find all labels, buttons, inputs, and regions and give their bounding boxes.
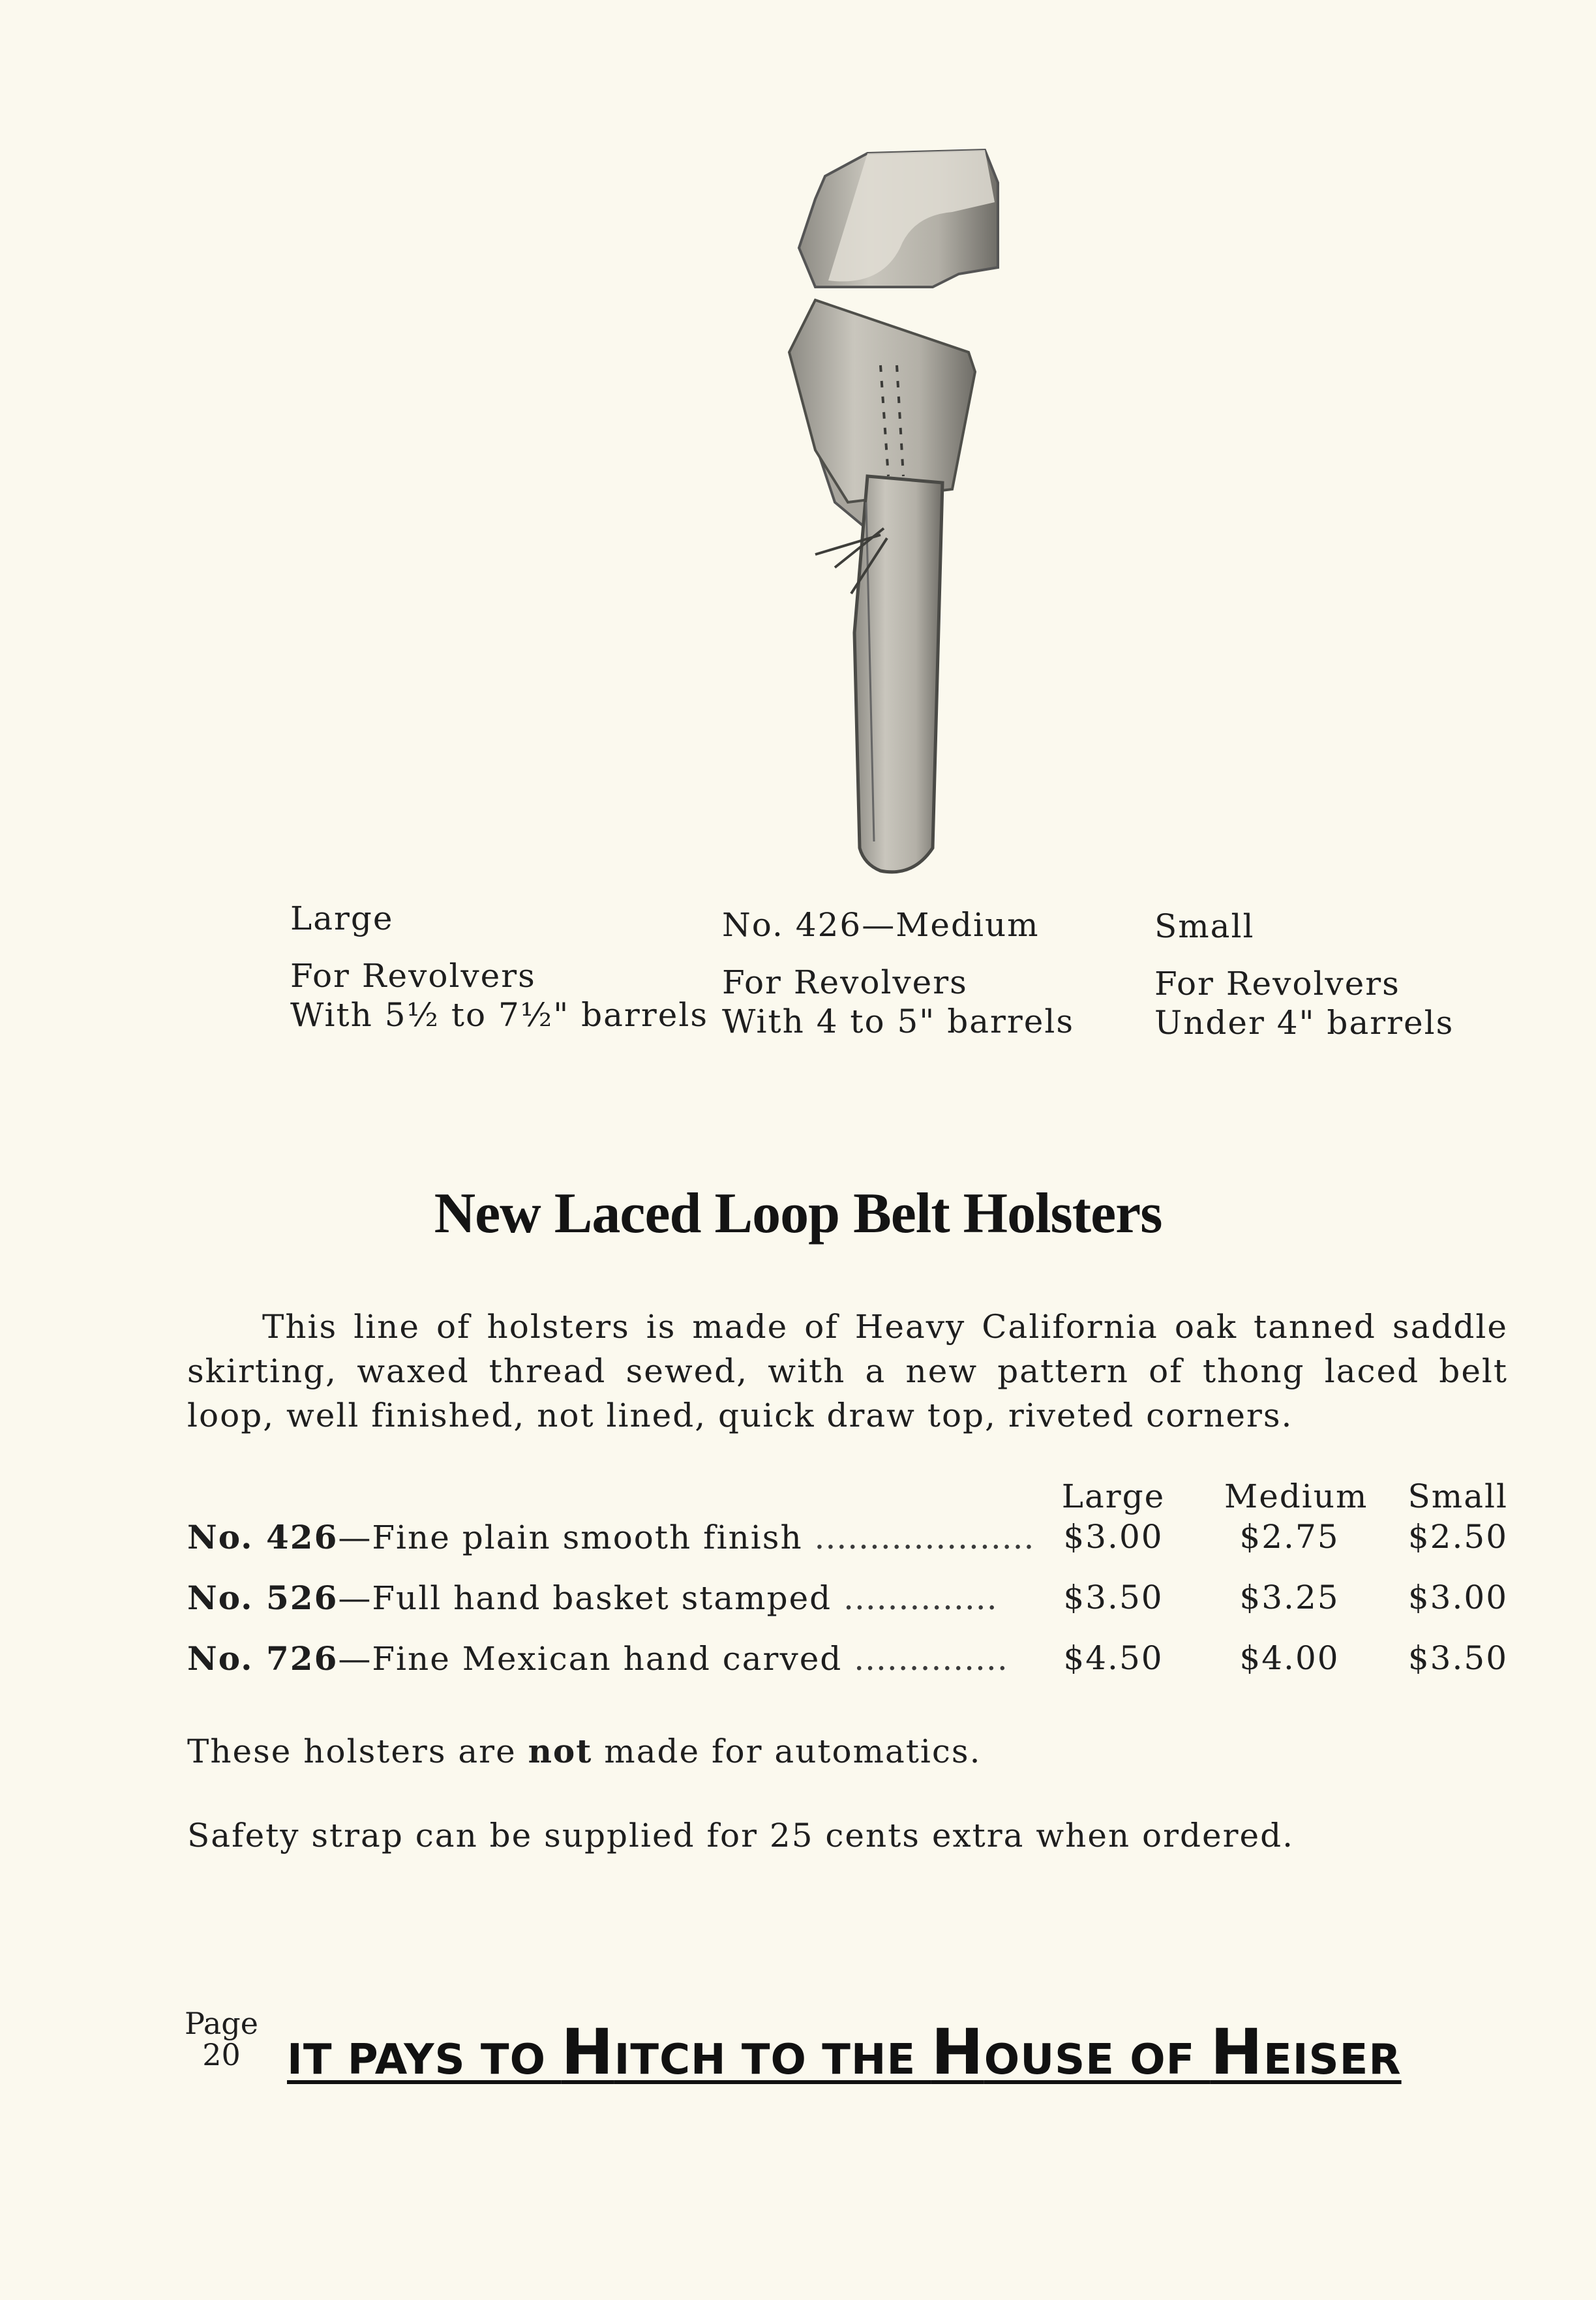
row-leader-dots: .............. [843,1579,998,1617]
size-medium-line1: For Revolvers [722,963,968,1001]
row-item [187,1579,998,1617]
size-small-label: Small [1154,907,1255,945]
note-safety-strap: Safety strap can be supplied for 25 cents extra when ordered. [187,1817,1295,1854]
price-small: $2.50 [1408,1518,1508,1556]
price-table-header [187,1477,1508,1518]
row-item [187,1639,1008,1678]
price-medium: $4.00 [1239,1639,1340,1677]
page-number-block [185,2008,258,2070]
row-description: —Full hand basket stamped [338,1579,832,1617]
size-small [1154,907,1585,1042]
price-table [187,1477,1508,1700]
page-title: New Laced Loop Belt Holsters [434,1182,1162,1245]
row-item [187,1518,1034,1556]
size-medium-label: No. 426—Medium [722,906,1040,944]
table-row [187,1579,1508,1639]
size-large-line1: For Revolvers [290,957,536,995]
header-small: Small [1408,1477,1508,1515]
slogan-part: EISER [1263,2036,1402,2084]
row-leader-dots: .............. [854,1640,1008,1678]
slogan-initial: H [561,2016,614,2089]
price-medium: $2.75 [1239,1518,1340,1556]
note-automatics-after: made for automatics. [592,1733,982,1770]
row-leader-dots: .................... [814,1519,1035,1556]
price-large: $3.00 [1063,1518,1164,1556]
row-description: —Fine Mexican hand carved [338,1640,843,1678]
slogan-part: IT PAYS TO [287,2036,562,2084]
note-automatics [187,1732,1508,1770]
size-large [290,899,721,1035]
price-small: $3.50 [1408,1639,1508,1677]
size-medium-line2: With 4 to 5" barrels [722,1003,1075,1040]
slogan-initial: H [931,2016,984,2089]
intro-paragraph: This line of holsters is made of Heavy California oak tanned saddle skirting, waxed thread sewed, with a new pattern of thong laced belt loop, well finished, not lined, quick draw top, riveted corners. [187,1308,1508,1434]
note-automatics-before: These holsters are [187,1733,528,1770]
size-large-line2: With 5½ to 7½" barrels [290,996,708,1034]
price-medium: $3.25 [1239,1579,1340,1616]
table-row [187,1639,1508,1700]
header-medium: Medium [1224,1477,1368,1515]
price-large: $3.50 [1063,1579,1164,1616]
row-number: No. 726 [187,1639,339,1678]
row-description: —Fine plain smooth finish [338,1519,803,1556]
price-large: $4.50 [1063,1639,1164,1677]
size-small-line2: Under 4" barrels [1154,1004,1454,1042]
size-medium [722,905,1152,1041]
slogan-part: ITCH TO THE [614,2036,931,2084]
slogan-part: OUSE OF [984,2036,1211,2084]
size-small-line1: For Revolvers [1154,965,1400,1003]
note-automatics-bold: not [528,1732,593,1770]
table-row [187,1518,1508,1579]
page-number: 20 [202,2037,241,2072]
row-number: No. 526 [187,1579,339,1617]
footer-slogan [287,2016,1500,2089]
slogan-initial: H [1210,2016,1263,2089]
holster-illustration [717,137,1031,887]
header-large: Large [1061,1477,1166,1515]
row-number: No. 426 [187,1518,339,1556]
size-large-label: Large [290,900,394,937]
page-label: Page [185,2006,258,2041]
price-small: $3.00 [1408,1579,1508,1616]
